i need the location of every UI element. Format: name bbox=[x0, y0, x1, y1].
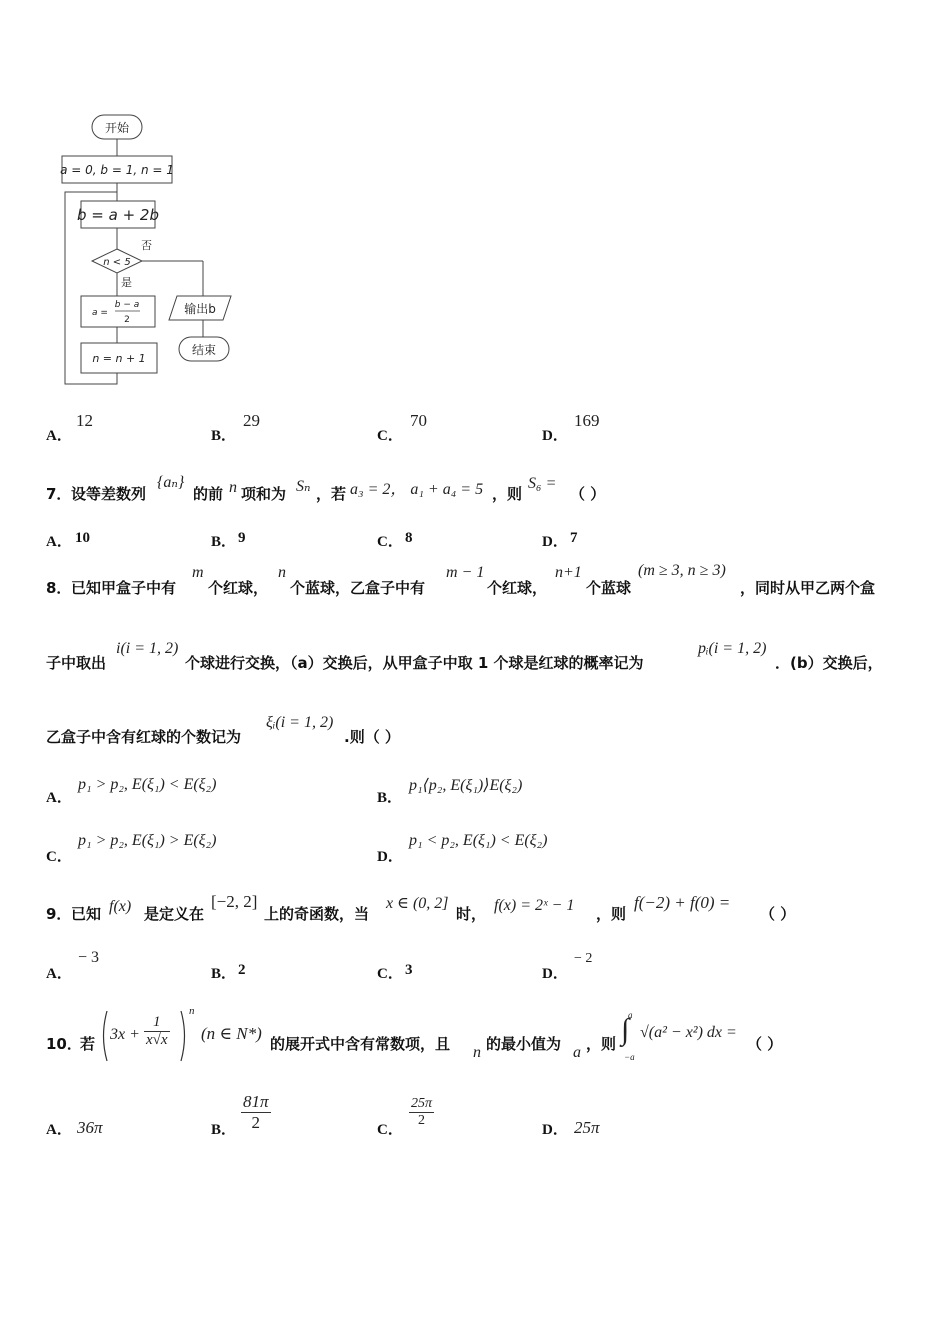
flow-step-n-text: n = n + 1 bbox=[92, 352, 146, 365]
q10-option-b-num: 81π bbox=[243, 1092, 269, 1111]
q8-l3-text-2: .则（ ） bbox=[344, 728, 400, 746]
q7-text-5: ，则 bbox=[492, 485, 523, 503]
flow-step-a-den: 2 bbox=[124, 315, 130, 325]
q7-option-b-value: 9 bbox=[238, 530, 246, 546]
q9-option-d-letter: D． bbox=[542, 966, 568, 982]
q10-binomial-fraction bbox=[144, 1014, 170, 1049]
q8-option-d-letter: D． bbox=[377, 849, 403, 865]
q7-text-3: 项和为 bbox=[241, 485, 287, 503]
q9-option-d-value: − 2 bbox=[574, 951, 593, 966]
q7-number: 7． bbox=[46, 485, 72, 503]
q7-option-a-value: 10 bbox=[75, 530, 90, 546]
flowchart bbox=[55, 108, 255, 393]
q10-integral-upper: a bbox=[628, 1010, 633, 1020]
q9-option-b-letter: B． bbox=[211, 966, 237, 982]
q10-text-5: （ ） bbox=[747, 1035, 783, 1053]
q10-option-a-letter: A． bbox=[46, 1122, 72, 1138]
q10-math-a: a bbox=[573, 1044, 581, 1061]
q10-option-b-fraction bbox=[241, 1092, 271, 1133]
q8-l3-text-1: 乙盒子中含有红球的个数记为 bbox=[46, 728, 242, 746]
q9-option-c-letter: C． bbox=[377, 966, 403, 982]
q6-option-c-letter: C． bbox=[377, 428, 403, 444]
q9-text-6: （ ） bbox=[760, 905, 796, 923]
q8-l1-text-3: 个蓝球，乙盒子中有 bbox=[290, 579, 426, 597]
q6-option-d-value: 169 bbox=[574, 411, 600, 430]
q9-math-fx: f(x) bbox=[109, 898, 132, 915]
q8-l2-text-2: 个球进行交换，（a）交换后，从甲盒子中取 1 个球是红球的概率记为 bbox=[185, 654, 644, 672]
q8-option-a-value: p₁ > p₂, E(ξ₁) < E(ξ₂) bbox=[78, 776, 217, 793]
q9-text-2: 是定义在 bbox=[144, 905, 205, 923]
flow-step-a-num: b − a bbox=[114, 300, 140, 310]
q8-l1-text-6: ，同时从甲乙两个盒 bbox=[740, 579, 876, 597]
flow-end-text: 结束 bbox=[191, 343, 217, 357]
q8-l1-math-range: (m ≥ 3, n ≥ 3) bbox=[638, 562, 726, 579]
q9-text-1: 已知 bbox=[71, 905, 102, 923]
q10-integral-lower: −a bbox=[624, 1052, 635, 1062]
flow-step-b-text: b = a + 2b bbox=[77, 206, 159, 224]
q9-text-5: ，则 bbox=[596, 905, 627, 923]
q8-option-b-letter: B． bbox=[377, 790, 403, 806]
q7-math-s6: S₆ = bbox=[528, 475, 557, 492]
q10-text-1: 若 bbox=[80, 1035, 96, 1053]
q8-option-b-value: p₁⟨p₂, E(ξ₁)⟩E(ξ₂) bbox=[409, 777, 523, 794]
q7-text-1: 设等差数列 bbox=[71, 485, 147, 503]
q8-number: 8． bbox=[46, 579, 72, 597]
q8-l2-math-p: pᵢ(i = 1, 2) bbox=[698, 640, 767, 657]
q7-text-6: （ ） bbox=[570, 485, 606, 503]
q6-option-a-letter: A． bbox=[46, 428, 72, 444]
q9-math-formula: f(x) = 2ˣ − 1 bbox=[494, 897, 575, 914]
flow-output-text: 输出b bbox=[184, 302, 216, 316]
q8-l1-math-n: n bbox=[278, 564, 286, 581]
q8-l1-text-5: 个蓝球 bbox=[586, 579, 632, 597]
q10-option-d-letter: D． bbox=[542, 1122, 568, 1138]
q6-option-c-value: 70 bbox=[410, 411, 427, 430]
q6-option-b-value: 29 bbox=[243, 411, 260, 430]
q10-binomial-num: 1 bbox=[144, 1014, 170, 1032]
q10-option-a-value: 36π bbox=[77, 1118, 103, 1137]
q10-number: 10． bbox=[46, 1035, 82, 1053]
q10-text-4: ，则 bbox=[586, 1035, 617, 1053]
q10-option-c-num: 25π bbox=[411, 1096, 433, 1111]
q8-l1-text-4: 个红球， bbox=[487, 579, 548, 597]
q8-l1-text-2: 个红球， bbox=[208, 579, 269, 597]
q8-option-a-letter: A． bbox=[46, 790, 72, 806]
q10-option-b-letter: B． bbox=[211, 1122, 237, 1138]
q7-math-sequence: {aₙ} bbox=[157, 474, 185, 491]
flow-yes-label: 是 bbox=[121, 276, 132, 289]
q8-l1-math-m: m bbox=[192, 564, 204, 581]
q7-option-d-letter: D． bbox=[542, 534, 568, 550]
q9-option-c-value: 3 bbox=[405, 962, 413, 978]
q7-math-n: n bbox=[229, 479, 237, 496]
q10-option-b-den: 2 bbox=[251, 1113, 261, 1132]
q9-text-4: 时， bbox=[456, 905, 487, 923]
q7-option-d-value: 7 bbox=[570, 530, 578, 546]
q8-l1-math-n-plus-1: n+1 bbox=[555, 564, 582, 581]
q8-option-d-value: p₁ < p₂, E(ξ₁) < E(ξ₂) bbox=[409, 832, 548, 849]
q7-option-c-letter: C． bbox=[377, 534, 403, 550]
q9-math-expression: f(−2) + f(0) = bbox=[634, 893, 731, 912]
flow-no-label: 否 bbox=[141, 239, 152, 252]
q10-option-c-letter: C． bbox=[377, 1122, 403, 1138]
q8-l1-text-1: 已知甲盒子中有 bbox=[71, 579, 177, 597]
q10-text-2: 的展开式中含有常数项，且 bbox=[270, 1035, 451, 1053]
q10-integral-body: √(a² − x²) dx = bbox=[640, 1024, 737, 1041]
flow-init-text: a = 0, b = 1, n = 1 bbox=[60, 163, 174, 177]
q10-math-n-set: (n ∈ N*) bbox=[201, 1024, 262, 1043]
q10-math-n: n bbox=[473, 1044, 481, 1061]
q9-math-interval: x ∈ (0, 2] bbox=[386, 895, 449, 912]
q8-l2-math-i: i(i = 1, 2) bbox=[116, 640, 179, 657]
q9-math-domain: [−2, 2] bbox=[211, 892, 258, 911]
q7-option-b-letter: B． bbox=[211, 534, 237, 550]
q7-text-4: ，若 bbox=[316, 485, 347, 503]
flow-start-text: 开始 bbox=[104, 121, 130, 135]
q6-option-d-letter: D． bbox=[542, 428, 568, 444]
q8-l3-math-xi: ξᵢ(i = 1, 2) bbox=[266, 714, 334, 731]
q9-option-b-value: 2 bbox=[238, 962, 246, 978]
q8-l2-text-1: 子中取出 bbox=[46, 654, 107, 672]
q7-option-a-letter: A． bbox=[46, 534, 72, 550]
q8-l1-math-m-minus-1: m − 1 bbox=[446, 564, 485, 581]
q6-option-b-letter: B． bbox=[211, 428, 237, 444]
q7-option-c-value: 8 bbox=[405, 530, 413, 546]
q7-math-conditions: a₃ = 2， a₁ + a₄ = 5 bbox=[350, 481, 484, 498]
flow-condition-text: n < 5 bbox=[103, 257, 131, 268]
q7-math-sn: Sₙ bbox=[296, 478, 311, 495]
q10-option-c-den: 2 bbox=[418, 1113, 425, 1128]
q9-number: 9． bbox=[46, 905, 72, 923]
flow-step-a-lhs: a = bbox=[92, 308, 108, 318]
q8-option-c-letter: C． bbox=[46, 849, 72, 865]
q10-option-c-fraction bbox=[409, 1096, 434, 1129]
q8-option-c-value: p₁ > p₂, E(ξ₁) > E(ξ₂) bbox=[78, 832, 217, 849]
q10-integral-sign: ∫ bbox=[621, 1013, 630, 1046]
q10-binomial-exp: n bbox=[189, 1005, 195, 1017]
q10-option-d-value: 25π bbox=[574, 1118, 600, 1137]
q8-l2-text-3: ．(b）交换后， bbox=[775, 654, 883, 672]
q9-text-3: 上的奇函数，当 bbox=[264, 905, 370, 923]
q10-binomial-pre: 3x + bbox=[110, 1026, 140, 1043]
q10-text-3: 的最小值为 bbox=[486, 1035, 562, 1053]
q7-text-2: 的前 bbox=[193, 485, 224, 503]
q6-option-a-value: 12 bbox=[76, 411, 93, 430]
q9-option-a-letter: A． bbox=[46, 966, 72, 982]
q10-binomial-den: x√x bbox=[146, 1032, 168, 1048]
q9-option-a-value: − 3 bbox=[78, 949, 100, 966]
